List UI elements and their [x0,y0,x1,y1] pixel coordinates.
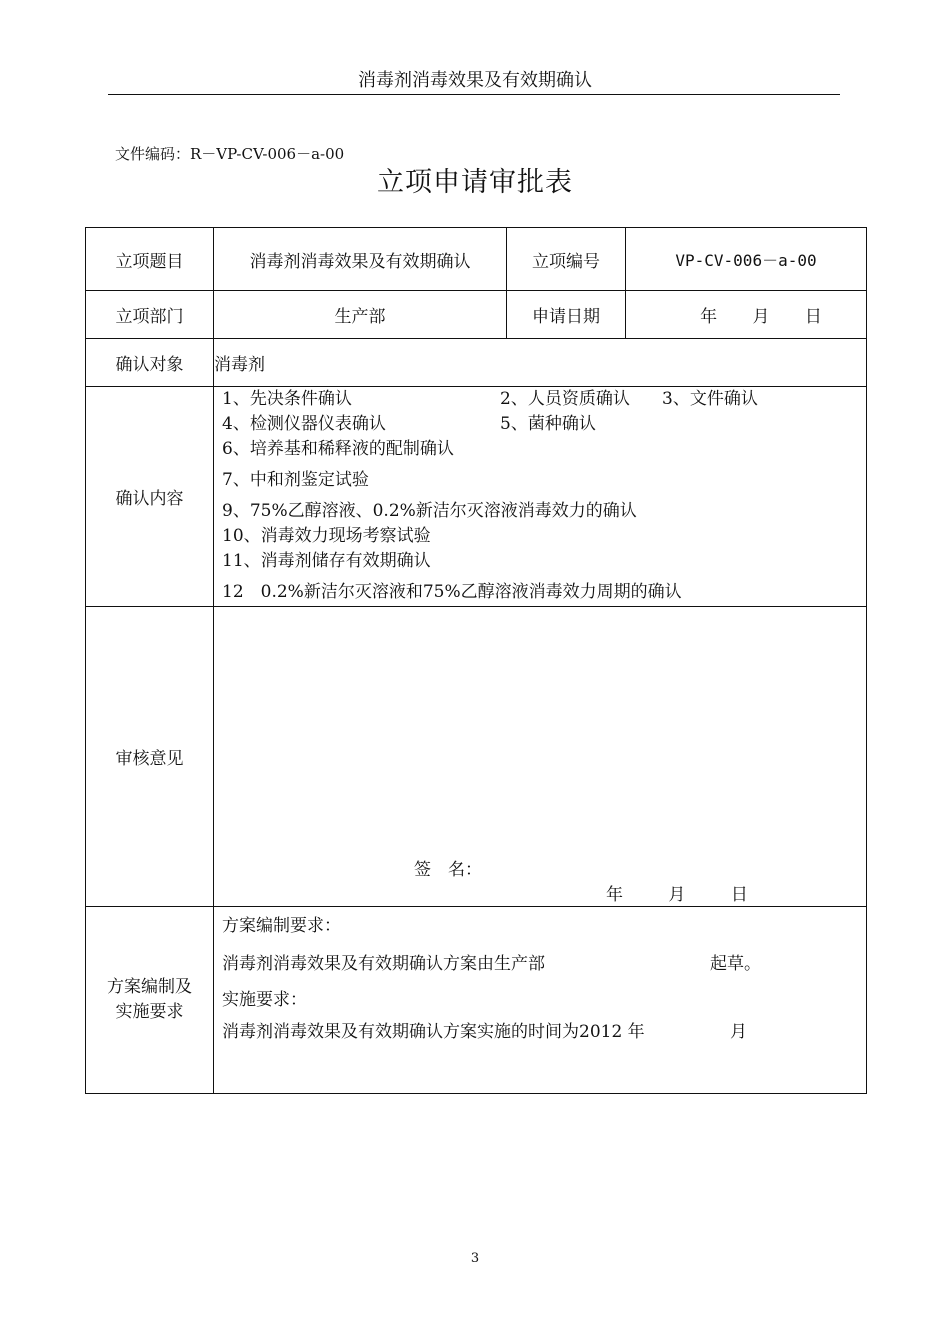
requirements-label-line1: 方案编制及 [107,977,192,997]
object-label: 确认对象 [86,339,214,387]
content-list [214,387,867,607]
prep-heading: 方案编制要求： [222,916,341,936]
impl-text: 消毒剂消毒效果及有效期确认方案实施的时间为2012 年 [222,1022,645,1042]
approval-form-table [85,227,867,1094]
header-rule [108,94,840,95]
content-item-9: 9、75%乙醇溶液、0.2%新洁尔灭溶液消毒效力的确认 [222,501,637,521]
content-item-12: 12 0.2%新洁尔灭溶液和75%乙醇溶液消毒效力周期的确认 [222,582,682,602]
running-header-title: 消毒剂消毒效果及有效期确认 [358,70,592,91]
prep-line [222,951,858,977]
review-date-year: 年 [606,885,623,905]
impl-suffix: 月 [730,1022,747,1042]
row-requirements [86,907,867,1094]
object-value: 消毒剂 [214,339,867,387]
review-date [606,880,748,905]
project-title-value: 消毒剂消毒效果及有效期确认 [214,228,507,291]
apply-date-label: 申请日期 [507,291,626,339]
requirements-content [214,907,867,1094]
content-label: 确认内容 [86,387,214,607]
dept-value: 生产部 [214,291,507,339]
review-signature-label: 签 名： [414,860,482,880]
project-no-value: VP-CV-006－a-00 [626,228,867,291]
content-item-2: 2、人员资质确认 [500,389,630,409]
content-item-4: 4、检测仪器仪表确认 [222,414,386,434]
requirements-label [86,907,214,1094]
form-title: 立项申请审批表 [377,167,573,198]
document-code: 文件编码：R－VP-CV-006－a-00 [115,145,345,163]
review-area[interactable] [214,607,867,907]
content-item-6: 6、培养基和稀释液的配制确认 [222,439,454,459]
apply-date-year: 年 [700,307,718,327]
row-review [86,607,867,907]
content-item-3: 3、文件确认 [662,389,758,409]
review-date-month: 月 [668,885,686,905]
requirements-label-line2: 实施要求 [115,1002,184,1022]
row-department [86,291,867,339]
prep-text: 消毒剂消毒效果及有效期确认方案由生产部 [222,954,545,974]
project-no-label: 立项编号 [507,228,626,291]
dept-label: 立项部门 [86,291,214,339]
page-number: 3 [470,1251,480,1266]
review-date-day: 日 [730,885,748,905]
review-label: 审核意见 [86,607,214,907]
project-title-label: 立项题目 [86,228,214,291]
row-project-title [86,228,867,291]
row-content [86,387,867,607]
impl-line [222,1019,858,1045]
content-item-11: 11、消毒剂储存有效期确认 [222,551,431,571]
prep-suffix: 起草。 [710,954,761,974]
impl-heading: 实施要求： [222,990,307,1010]
apply-date-day: 日 [804,307,822,327]
apply-date-month: 月 [752,307,770,327]
content-item-10: 10、消毒效力现场考察试验 [222,526,431,546]
content-item-1: 1、先决条件确认 [222,389,352,409]
content-item-5: 5、菌种确认 [500,414,596,434]
row-object [86,339,867,387]
content-item-7: 7、中和剂鉴定试验 [222,470,369,490]
apply-date-value [626,291,867,339]
